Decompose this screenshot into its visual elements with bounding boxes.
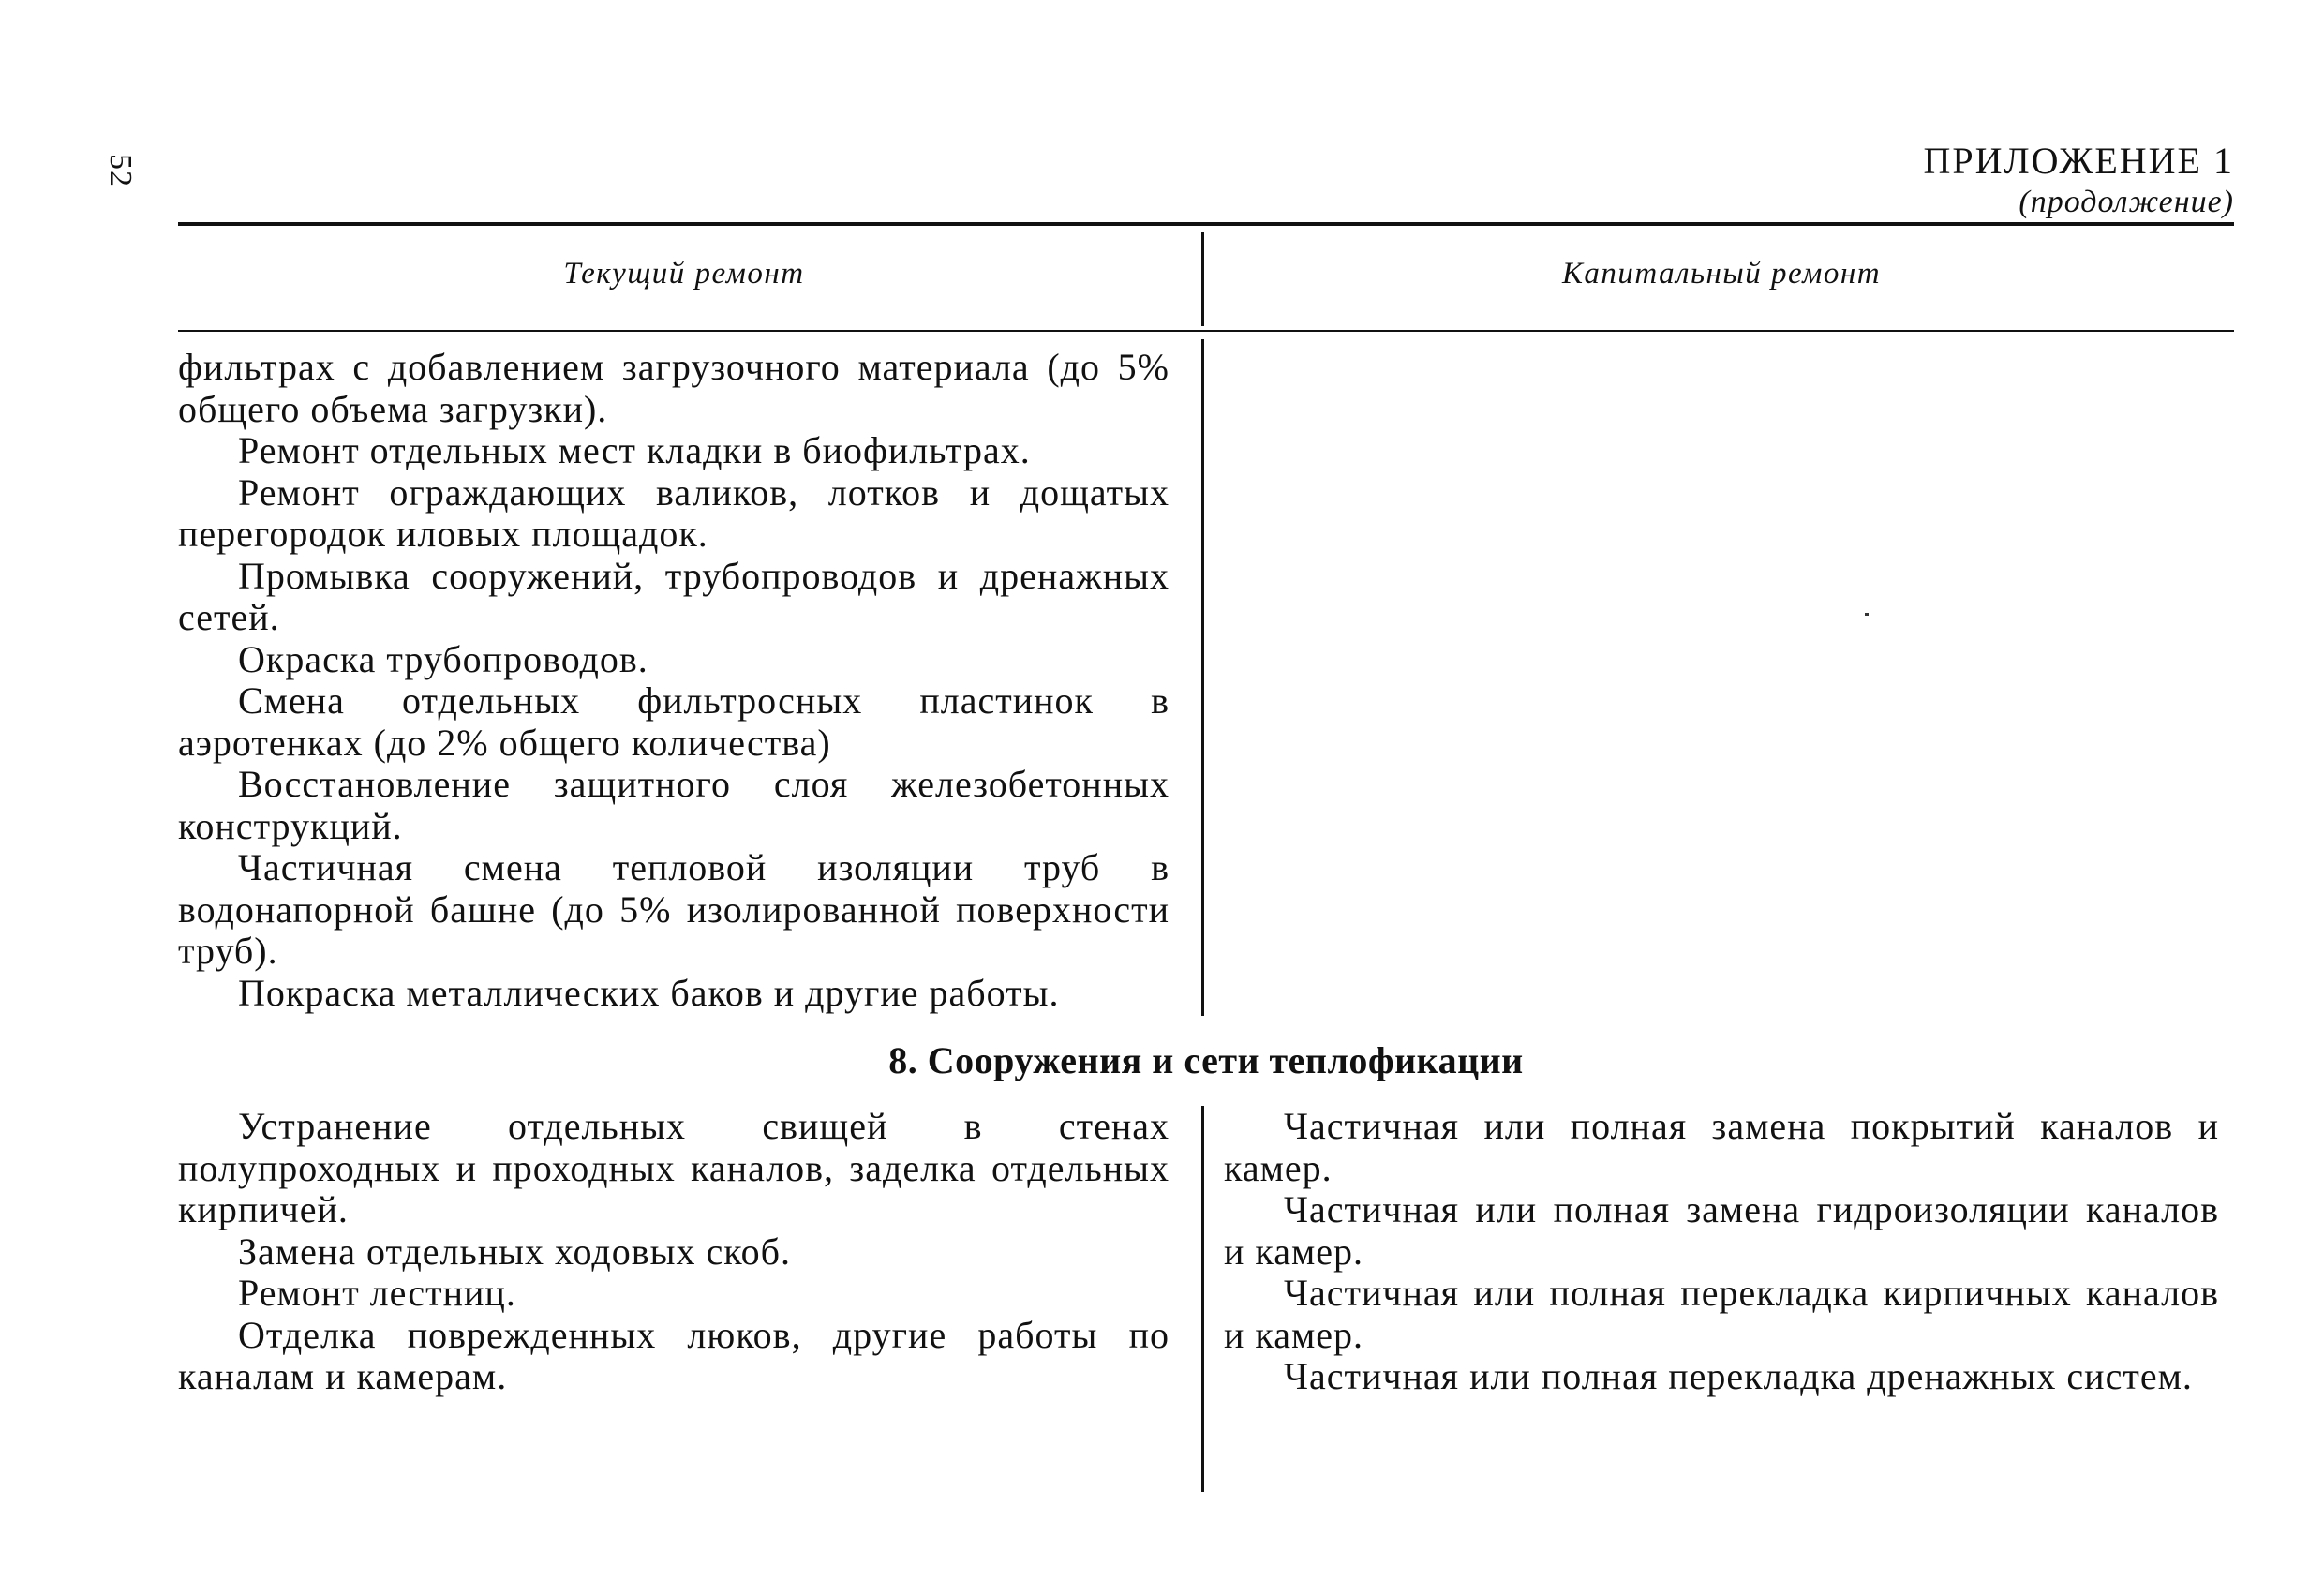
list-item: Частичная или полная замена покрытий каналов и камер. [1224,1105,2219,1189]
column-header-current-repair: Текущий ремонт [563,257,805,291]
table-top-rule [178,222,2234,226]
appendix-title: ПРИЛОЖЕНИЕ 1 [1923,140,2234,182]
list-item: Покраска металлических баков и другие работы. [238,971,1060,1014]
capital-repair-list-block2 [1224,1106,2219,1398]
list-item: Частичная смена тепловой изоляции труб в водонапорной башне (до 5% изолированной поверхности труб). [178,846,1169,972]
list-item: Устранение отдельных свищей в стенах полупроходных и проходных каналов, заделка отдельных кирпичей. [178,1105,1169,1230]
body-column-divider [1201,339,1204,1016]
list-item: Частичная или полная перекладка кирпичных каналов и камер. [1224,1272,2219,1356]
stray-mark [1865,613,1869,616]
list-item: Частичная или полная перекладка дренажных систем. [1284,1355,2193,1397]
list-item: Восстановление защитного слоя железобетонных конструкций. [178,763,1169,847]
page-number: 52 [103,154,138,187]
list-item: Отделка поврежденных люков, другие работы по каналам и камерам. [178,1313,1169,1397]
list-item: Смена отдельных фильтросных пластинок в аэротенках (до 2% общего количества) [178,679,1169,764]
list-item: Частичная или полная замена гидроизоляции каналов и камер. [1224,1188,2219,1273]
appendix-subtitle: (продолжение) [2019,185,2234,219]
list-item: Ремонт лестниц. [238,1272,516,1314]
list-item: фильтрах с добавлением загрузочного материала (до 5% общего объема загрузки). [178,346,1169,430]
list-item: Ремонт ограждающих валиков, лотков и дощатых перегородок иловых площадок. [178,470,1169,555]
list-item: Окраска трубопроводов. [238,637,648,680]
header-bottom-rule [178,330,2234,332]
current-repair-list-block2 [178,1106,1169,1398]
current-repair-list-block1 [178,347,1169,1014]
header-column-divider [1201,232,1204,326]
section-title: 8. Сооружения и сети теплофикации [888,1039,1524,1081]
column-header-capital-repair: Капитальный ремонт [1561,257,1882,291]
body-column-divider [1201,1106,1204,1492]
list-item: Промывка сооружений, трубопроводов и дренажных сетей. [178,554,1169,638]
list-item: Замена отдельных ходовых скоб. [238,1230,791,1273]
appendix-heading [1923,141,2234,223]
list-item: Ремонт отдельных мест кладки в биофильтрах. [238,429,1031,471]
